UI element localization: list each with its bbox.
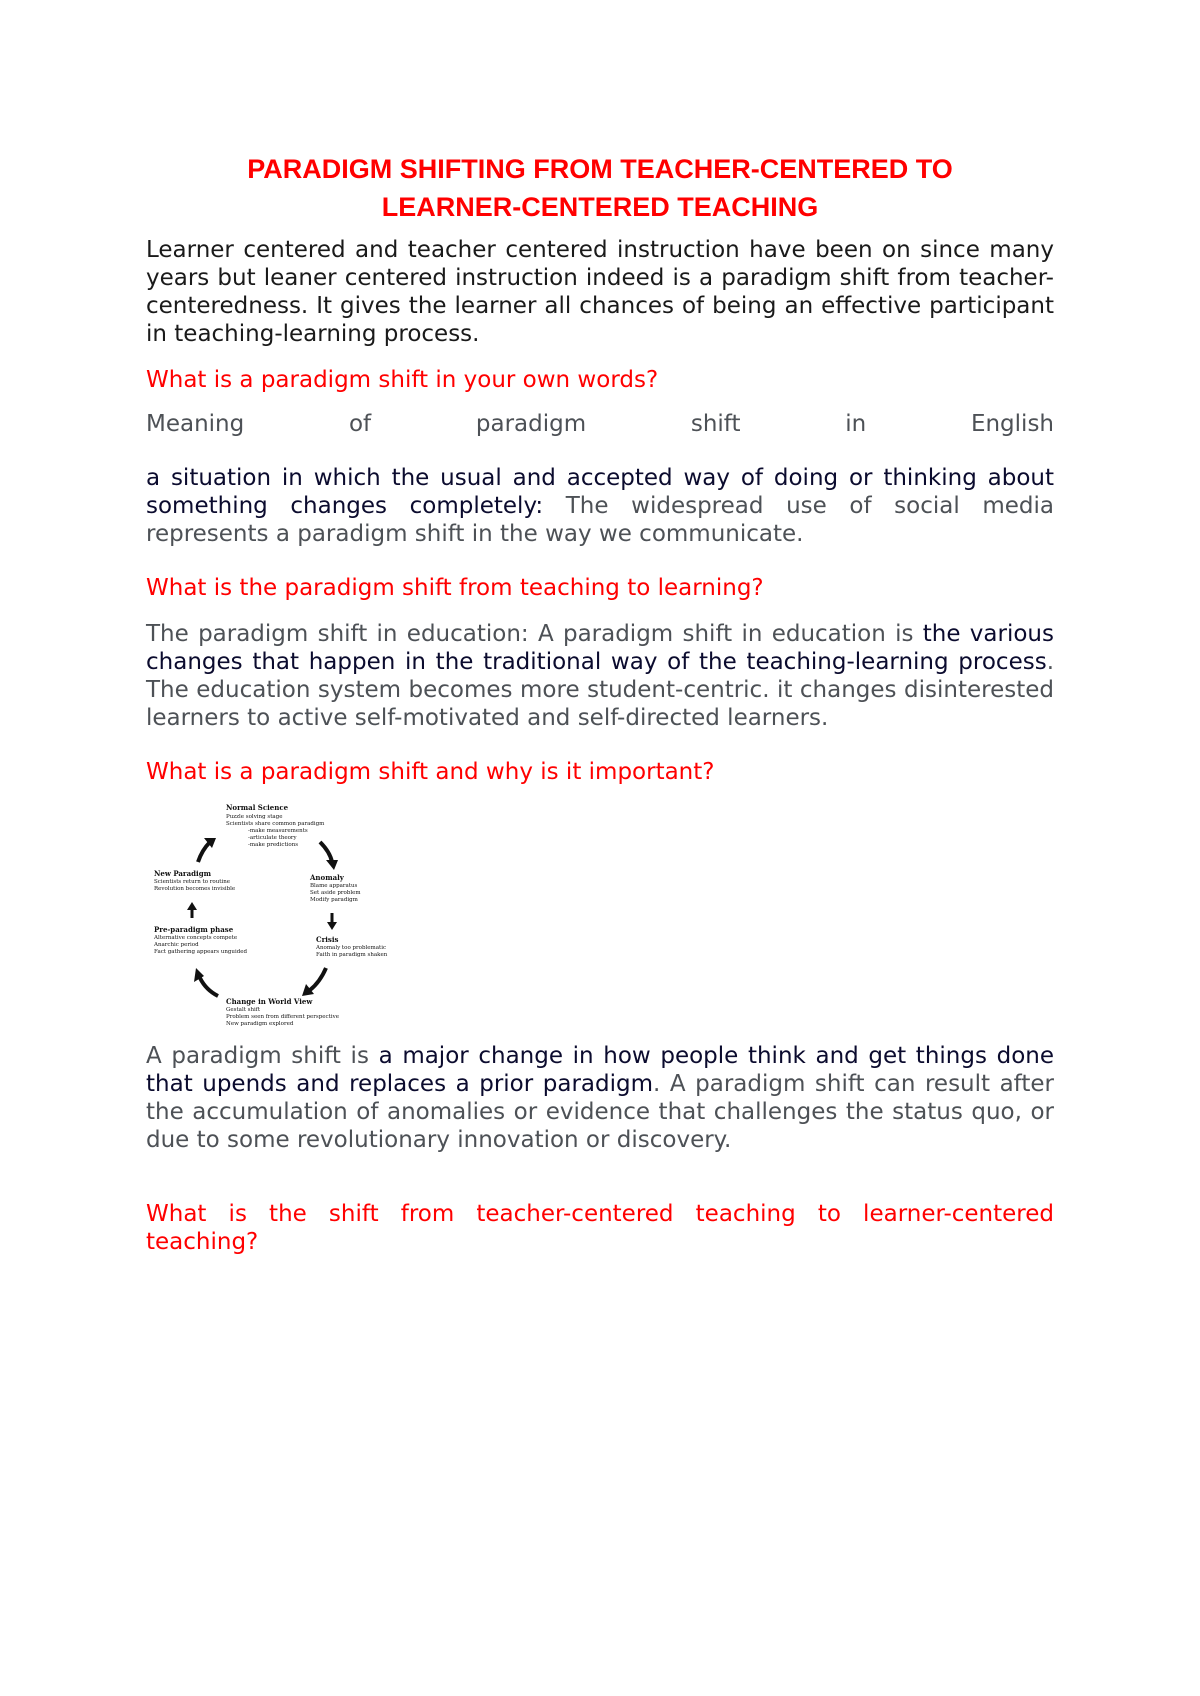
new-paradigm-line: Scientists return to routine bbox=[154, 879, 231, 885]
normal-science-line: Puzzle solving stage bbox=[226, 814, 283, 820]
arrow-head-icon bbox=[327, 922, 337, 930]
normal-science-head: Normal Science bbox=[226, 803, 289, 812]
question-1: What is a paradigm shift in your own words? bbox=[146, 367, 659, 393]
crisis-line: Faith in paradigm shaken bbox=[316, 952, 388, 958]
normal-science-line: -make measurements bbox=[248, 828, 308, 834]
cycle-arrow bbox=[320, 842, 332, 862]
cycle-arrow bbox=[198, 842, 210, 862]
anomaly-head: Anomaly bbox=[310, 873, 344, 882]
normal-science-line: -make predictions bbox=[248, 842, 299, 848]
change-line: Problem seen from different perspective bbox=[226, 1014, 339, 1020]
document-content bbox=[146, 150, 1054, 1256]
normal-science-line: -articulate theory bbox=[248, 835, 297, 841]
crisis-head: Crisis bbox=[316, 935, 339, 944]
anomaly-line: Blame apparatus bbox=[310, 883, 358, 889]
crisis-line: Anomaly too problematic bbox=[316, 945, 387, 951]
document-title bbox=[146, 150, 1054, 226]
cycle-arrow bbox=[310, 968, 326, 990]
new-paradigm-head: New Paradigm bbox=[154, 869, 212, 878]
definition-colon: : bbox=[535, 493, 544, 519]
arrow-head-icon bbox=[187, 902, 197, 910]
paradigm-cycle-figure bbox=[148, 800, 388, 1040]
title-line-1: PARADIGM SHIFTING FROM TEACHER-CENTERED TO bbox=[247, 154, 953, 184]
paradigm-cycle-diagram bbox=[148, 800, 388, 1040]
definition-bold: a situation in which the usual and accepted way of doing or thinking about something changes completely bbox=[146, 465, 1054, 519]
cycle-arrow bbox=[200, 978, 218, 996]
pre-paradigm-line: Anarchic period bbox=[154, 942, 199, 948]
answer-3-rest: . A paradigm shift can result after the accumulation of anomalies or evidence that challenges the status quo, or due to some revolutionary innovation or discovery. bbox=[146, 1071, 1054, 1153]
answer-3-paragraph bbox=[146, 1042, 1054, 1154]
anomaly-line: Modify paradigm bbox=[310, 897, 358, 903]
pre-paradigm-head: Pre-paradigm phase bbox=[154, 925, 234, 934]
definition-rest: The widespread use of social media represents a paradigm shift in the way we communicate. bbox=[146, 493, 1054, 547]
meaning-line: Meaning of paradigm shift in English bbox=[146, 411, 1054, 437]
question-4: What is the shift from teacher-centered teaching to learner-centered teaching? bbox=[146, 1201, 1054, 1255]
question-3: What is a paradigm shift and why is it important? bbox=[146, 759, 715, 785]
change-line: Gestalt shift bbox=[226, 1007, 261, 1013]
anomaly-line: Set aside problem bbox=[310, 890, 361, 896]
answer-2-bold: the various changes that happen in the traditional way of the teaching-learning process bbox=[146, 621, 1054, 675]
new-paradigm-line: Revolution becomes invisible bbox=[154, 886, 236, 892]
answer-2-lead: The paradigm shift in education: A paradigm shift in education is bbox=[146, 621, 923, 647]
change-line: New paradigm explored bbox=[226, 1021, 294, 1027]
title-line-2: LEARNER-CENTERED TEACHING bbox=[381, 192, 819, 222]
change-head: Change in World View bbox=[226, 997, 313, 1006]
arrow-head-icon bbox=[326, 860, 338, 870]
normal-science-line: Scientists share common paradigm bbox=[226, 821, 325, 827]
answer-3-lead: A paradigm shift is bbox=[146, 1043, 379, 1069]
answer-3-bold: a major change in how people think and get things done that upends and replaces a prior paradigm bbox=[146, 1043, 1054, 1097]
answer-2-rest: . The education system becomes more student-centric. it changes disinterested learners to active self-motivated and self-directed learners. bbox=[146, 649, 1054, 731]
intro-paragraph: Learner centered and teacher centered instruction have been on since many years but leaner centered instruction indeed is a paradigm shift from teacher- centeredness. It gives the learner all chances of being an effective participant in teaching-learning process. bbox=[146, 237, 1054, 347]
answer-2-paragraph bbox=[146, 620, 1054, 732]
pre-paradigm-line: Alternative concepts compete bbox=[154, 935, 238, 941]
definition-paragraph bbox=[146, 464, 1054, 548]
question-2: What is the paradigm shift from teaching to learning? bbox=[146, 575, 764, 601]
pre-paradigm-line: Fact gathering appears unguided bbox=[154, 949, 248, 955]
